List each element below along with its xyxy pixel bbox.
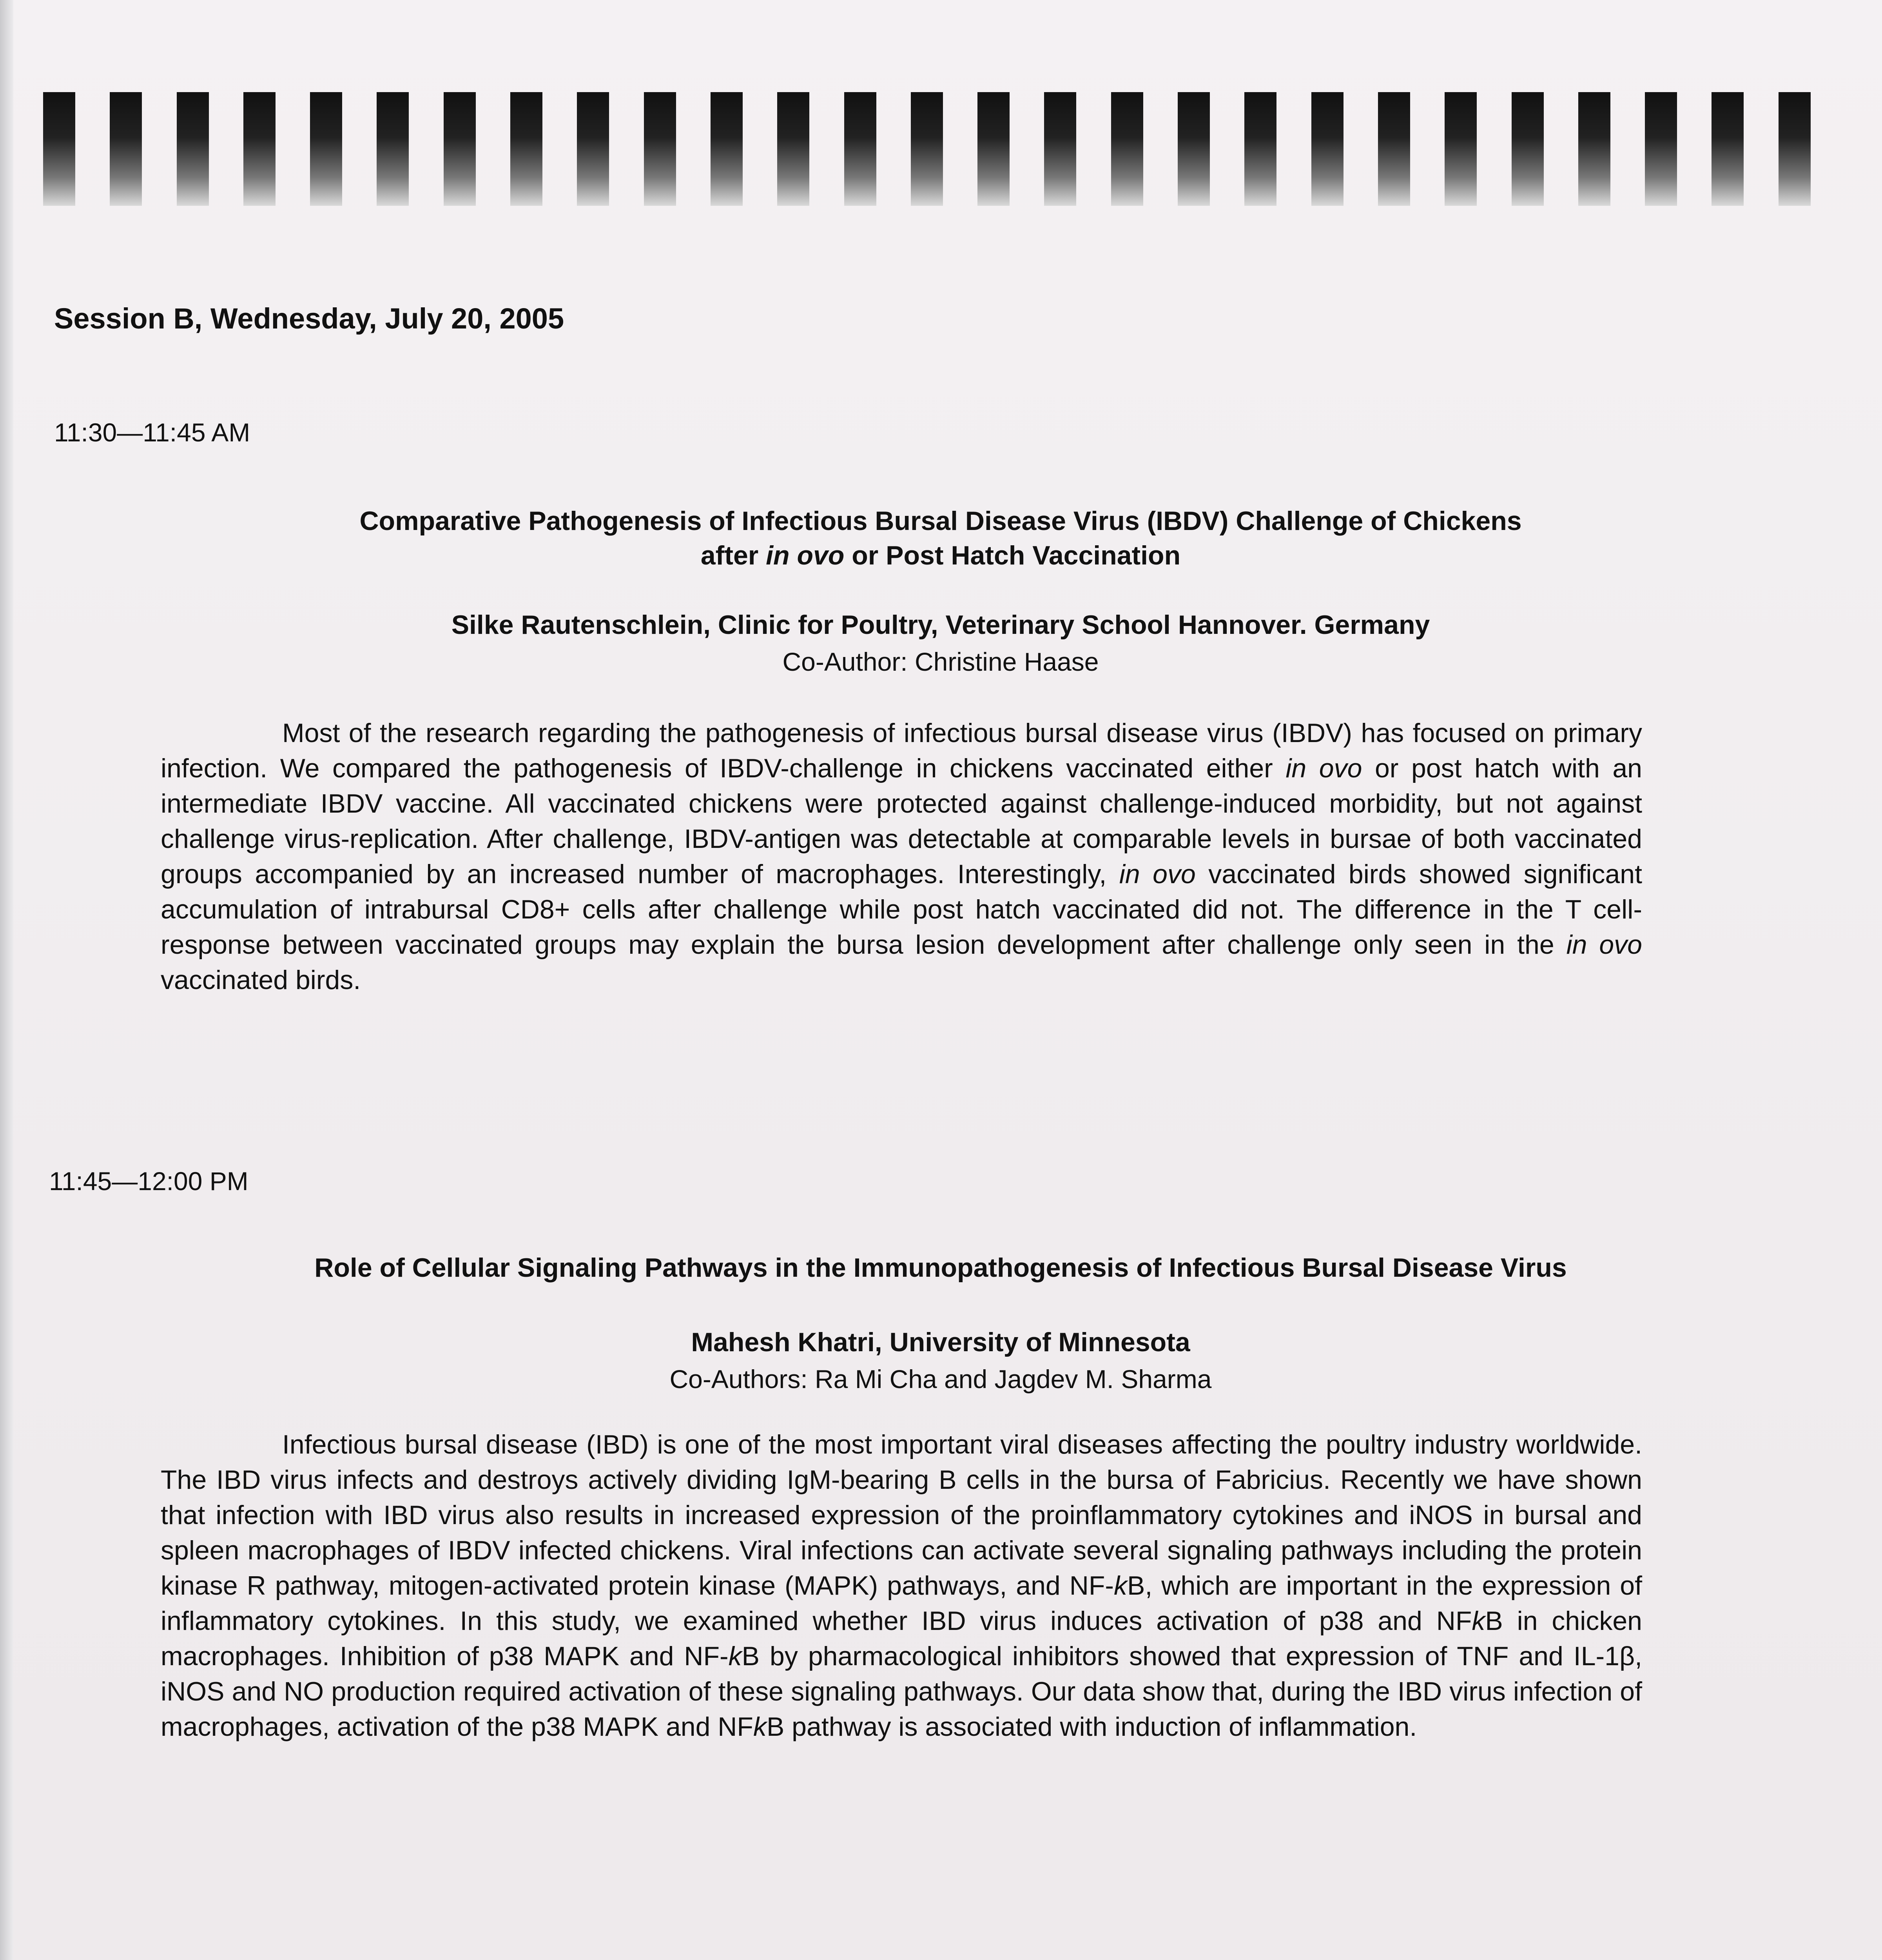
talk2-abstract-part: B, which are important in the expression of inflammatory cytokines. In this study, we examined whether IBD virus induces activation of p38 and NF xyxy=(161,1571,1642,1636)
talk2-time: 11:45—12:00 PM xyxy=(49,1167,248,1196)
header-stripe xyxy=(777,92,809,206)
header-stripe xyxy=(1578,92,1610,206)
talk1-abstract-italic: in ovo xyxy=(1285,753,1362,783)
talk1-title-line1: Comparative Pathogenesis of Infectious Bursal Disease Virus (IBDV) Challenge of Chickens xyxy=(359,506,1522,536)
talk2-title: Role of Cellular Signaling Pathways in the Immunopathogenesis of Infectious Bursal Disease Virus xyxy=(314,1253,1567,1283)
session-heading: Session B, Wednesday, July 20, 2005 xyxy=(54,302,564,335)
talk1-title-line2 xyxy=(118,538,1764,573)
talk1-author: Silke Rautenschlein, Clinic for Poultry, Veterinary School Hannover. Germany xyxy=(451,610,1430,640)
header-stripe xyxy=(310,92,342,206)
talk1-title xyxy=(118,504,1764,573)
talk1-abstract-part: Most of the research regarding the pathogenesis of infectious bursal disease virus (IBDV) has focused on primary infection. We compared the pathogenesis of IBDV-challenge in chickens vaccinated either xyxy=(161,718,1642,783)
header-stripe xyxy=(1311,92,1344,206)
header-stripe xyxy=(243,92,276,206)
header-stripe xyxy=(510,92,542,206)
header-stripe xyxy=(110,92,142,206)
page-left-edge xyxy=(0,0,13,1960)
header-stripe xyxy=(644,92,676,206)
talk1-title-line2-em: in ovo xyxy=(766,541,845,570)
header-stripe xyxy=(844,92,876,206)
talk1-title-line2-post: or Post Hatch Vaccination xyxy=(844,541,1181,570)
header-stripe xyxy=(1244,92,1276,206)
header-stripe xyxy=(1378,92,1410,206)
talk1-abstract-part: vaccinated birds showed significant accumulation of intrabursal CD8+ cells after challenge while post hatch vaccinated did not. The difference in the T cell-response between vaccinated groups may explain the bursa lesion development after challenge only seen in the xyxy=(161,859,1643,960)
talk1-abstract-italic: in ovo xyxy=(1119,859,1196,889)
header-stripe-bar xyxy=(43,92,1811,206)
talk1-coauthor: Co-Author: Christine Haase xyxy=(782,647,1099,676)
header-stripe xyxy=(1178,92,1210,206)
header-stripe xyxy=(1779,92,1811,206)
talk1-abstract-part: or post hatch with an intermediate IBDV vaccine. All vaccinated chickens were protected against challenge-induced morbidity, but not against challenge virus-replication. After challenge, IBDV-antigen was detectable at comparable levels in bursae of both vaccinated groups accompanied by an increased number of macrophages. Interestingly, xyxy=(161,753,1642,889)
header-stripe xyxy=(177,92,209,206)
talk2-abstract-part: B in chicken macrophages. Inhibition of p38 MAPK and NF- xyxy=(161,1606,1642,1671)
header-stripe xyxy=(1044,92,1076,206)
talk1-abstract-part: vaccinated birds. xyxy=(161,965,361,995)
header-stripe xyxy=(43,92,75,206)
talk1-abstract xyxy=(161,715,1642,998)
talk2-author: Mahesh Khatri, University of Minnesota xyxy=(691,1327,1190,1357)
talk1-title-line2-pre: after xyxy=(700,541,766,570)
header-stripe xyxy=(711,92,743,206)
header-stripe xyxy=(577,92,609,206)
talk2-abstract-italic: k xyxy=(728,1641,742,1671)
header-stripe xyxy=(444,92,476,206)
header-stripe xyxy=(1512,92,1544,206)
header-stripe xyxy=(911,92,943,206)
talk2-abstract xyxy=(161,1427,1642,1744)
talk2-abstract-part: Infectious bursal disease (IBD) is one of the most important viral diseases affecting the poultry industry worldwide. The IBD virus infects and destroys actively dividing IgM-bearing B cells in the bursa of Fabricius. Recently we have shown that infection with IBD virus also results in increased expression of the proinflammatory cytokines and iNOS in bursal and spleen macrophages of IBDV infected chickens. Viral infections can activate several signaling pathways including the protein kinase R pathway, mitogen-activated protein kinase (MAPK) pathways, and NF- xyxy=(161,1430,1642,1601)
talk2-abstract-italic: k xyxy=(753,1712,767,1742)
header-stripe xyxy=(1445,92,1477,206)
talk1-abstract-italic: in ovo xyxy=(1566,930,1642,960)
header-stripe xyxy=(1111,92,1143,206)
header-stripe xyxy=(1645,92,1677,206)
header-stripe xyxy=(977,92,1010,206)
talk2-abstract-italic: k xyxy=(1472,1606,1485,1636)
talk2-abstract-italic: k xyxy=(1114,1571,1128,1601)
header-stripe xyxy=(377,92,409,206)
talk2-abstract-part: B pathway is associated with induction of inflammation. xyxy=(766,1712,1417,1742)
talk1-time: 11:30—11:45 AM xyxy=(54,418,250,447)
header-stripe xyxy=(1712,92,1744,206)
talk2-coauthor: Co-Authors: Ra Mi Cha and Jagdev M. Sharma xyxy=(669,1365,1212,1394)
talk2-abstract-part: B by pharmacological inhibitors showed that expression of TNF and IL-1β, iNOS and NO production required activation of these signaling pathways. Our data show that, during the IBD virus infection of macrophages, activation of the p38 MAPK and NF xyxy=(161,1641,1642,1742)
